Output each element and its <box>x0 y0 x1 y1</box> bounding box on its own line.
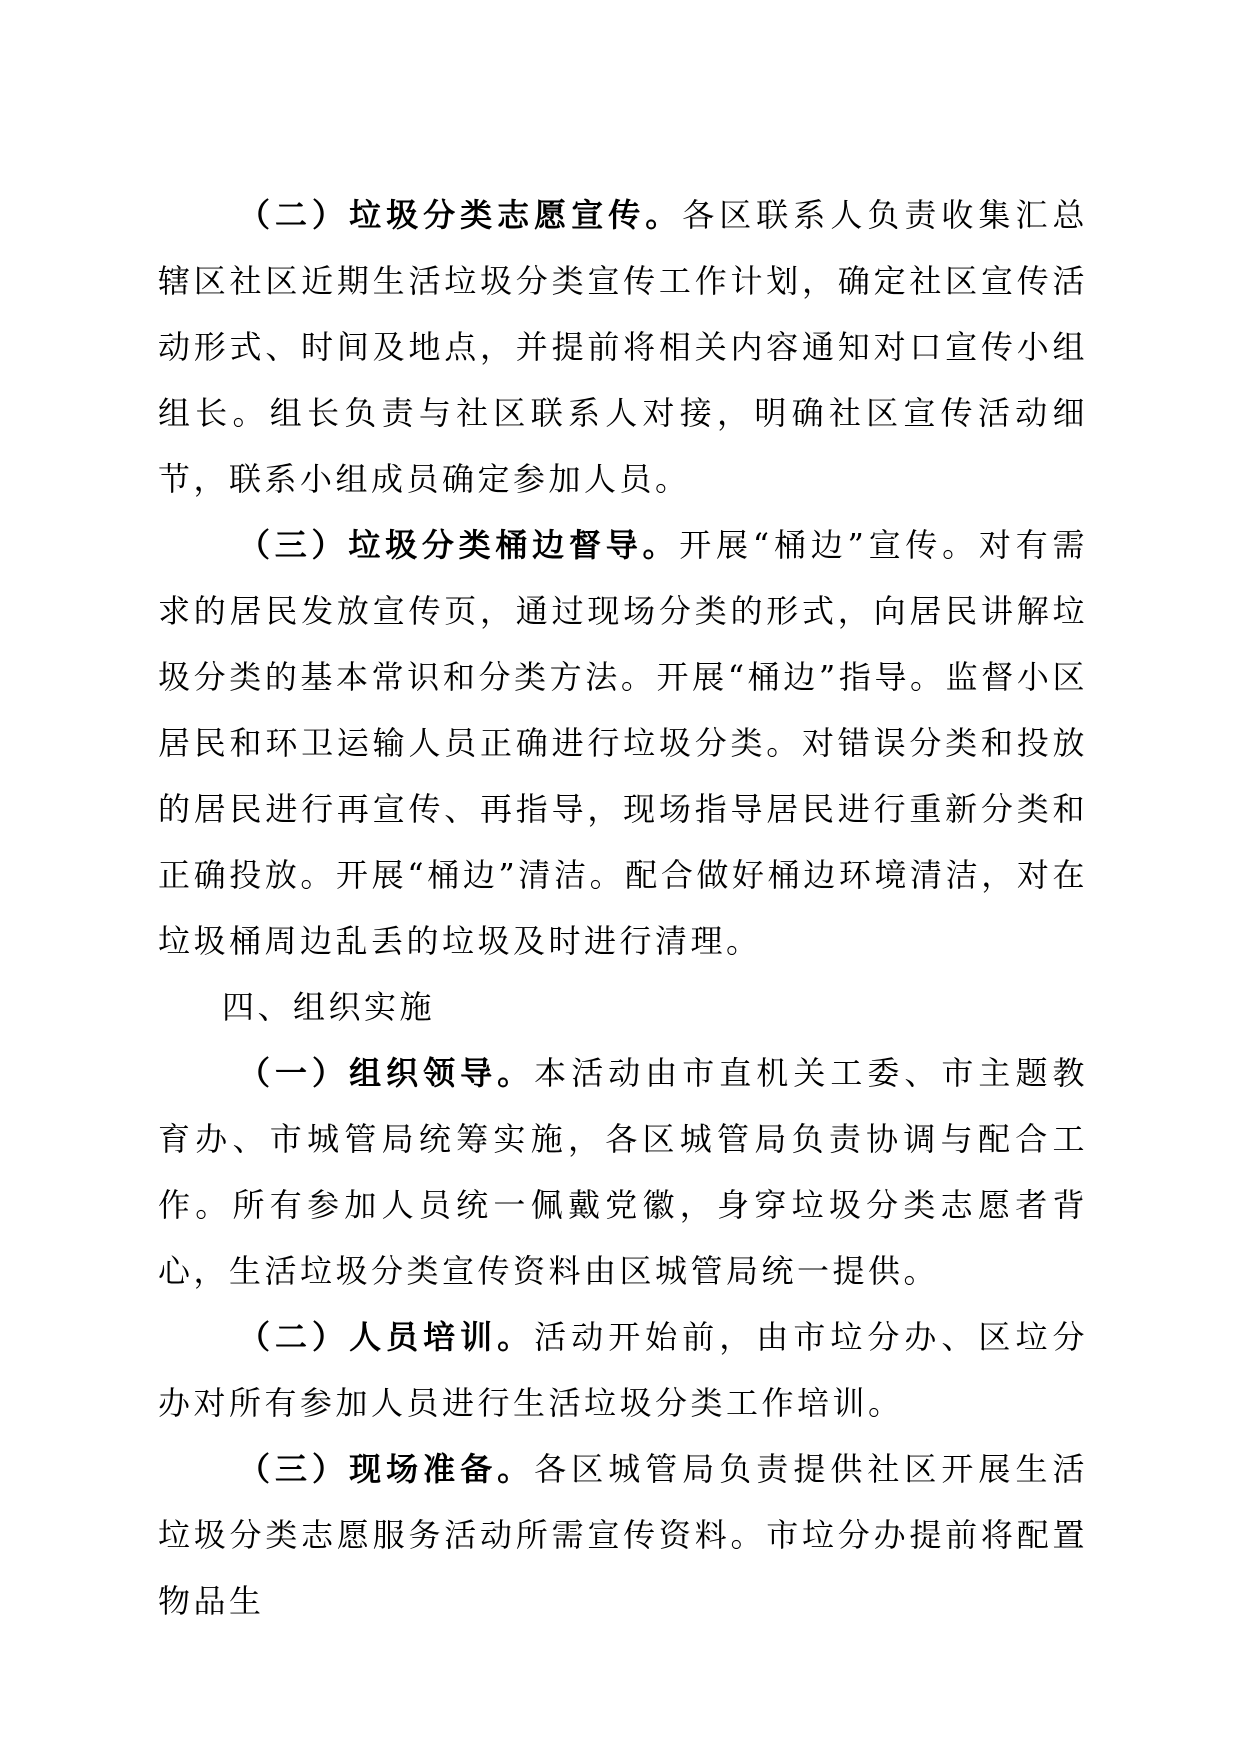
paragraph-lead: （二）人员培训。 <box>238 1318 535 1356</box>
paragraph-body: 各区城管局负责提供社区开展生活垃圾分类志愿服务活动所需宣传资料。市垃分办提前将配置物品生 <box>158 1450 1088 1620</box>
paragraph-body: 本活动由市直机关工委、市主题教育办、市城管局统筹实施，各区城管局负责协调与配合工作。所有参加人员统一佩戴党徽，身穿垃圾分类志愿者背心，生活垃圾分类宣传资料由区城管局统一提供。 <box>158 1054 1088 1290</box>
paragraph-volunteer-publicity <box>158 182 1088 512</box>
paragraph-site-preparation <box>158 1436 1088 1634</box>
document-body <box>158 182 1088 1634</box>
paragraph-lead: （三）垃圾分类桶边督导。 <box>238 526 680 564</box>
paragraph-lead: （三）现场准备。 <box>238 1450 535 1488</box>
section-heading-text: 四、组织实施 <box>222 988 436 1026</box>
section-heading-organization <box>158 974 1088 1040</box>
paragraph-body: 各区联系人负责收集汇总辖区社区近期生活垃圾分类宣传工作计划，确定社区宣传活动形式、时间及地点，并提前将相关内容通知对口宣传小组组长。组长负责与社区联系人对接，明确社区宣传活动细节，联系小组成员确定参加人员。 <box>158 196 1088 498</box>
paragraph-lead: （二）垃圾分类志愿宣传。 <box>238 196 683 234</box>
paragraph-training <box>158 1304 1088 1436</box>
paragraph-leadership <box>158 1040 1088 1304</box>
paragraph-body: 活动开始前，由市垃分办、区垃分办对所有参加人员进行生活垃圾分类工作培训。 <box>158 1318 1088 1422</box>
paragraph-bin-supervision <box>158 512 1088 974</box>
paragraph-body: 开展“桶边”宣传。对有需求的居民发放宣传页，通过现场分类的形式，向居民讲解垃圾分类的基本常识和分类方法。开展“桶边”指导。监督小区居民和环卫运输人员正确进行垃圾分类。对错误分类和投放的居民进行再宣传、再指导，现场指导居民进行重新分类和正确投放。开展“桶边”清洁。配合做好桶边环境清洁，对在垃圾桶周边乱丢的垃圾及时进行清理。 <box>158 526 1088 960</box>
paragraph-lead: （一）组织领导。 <box>238 1054 535 1092</box>
